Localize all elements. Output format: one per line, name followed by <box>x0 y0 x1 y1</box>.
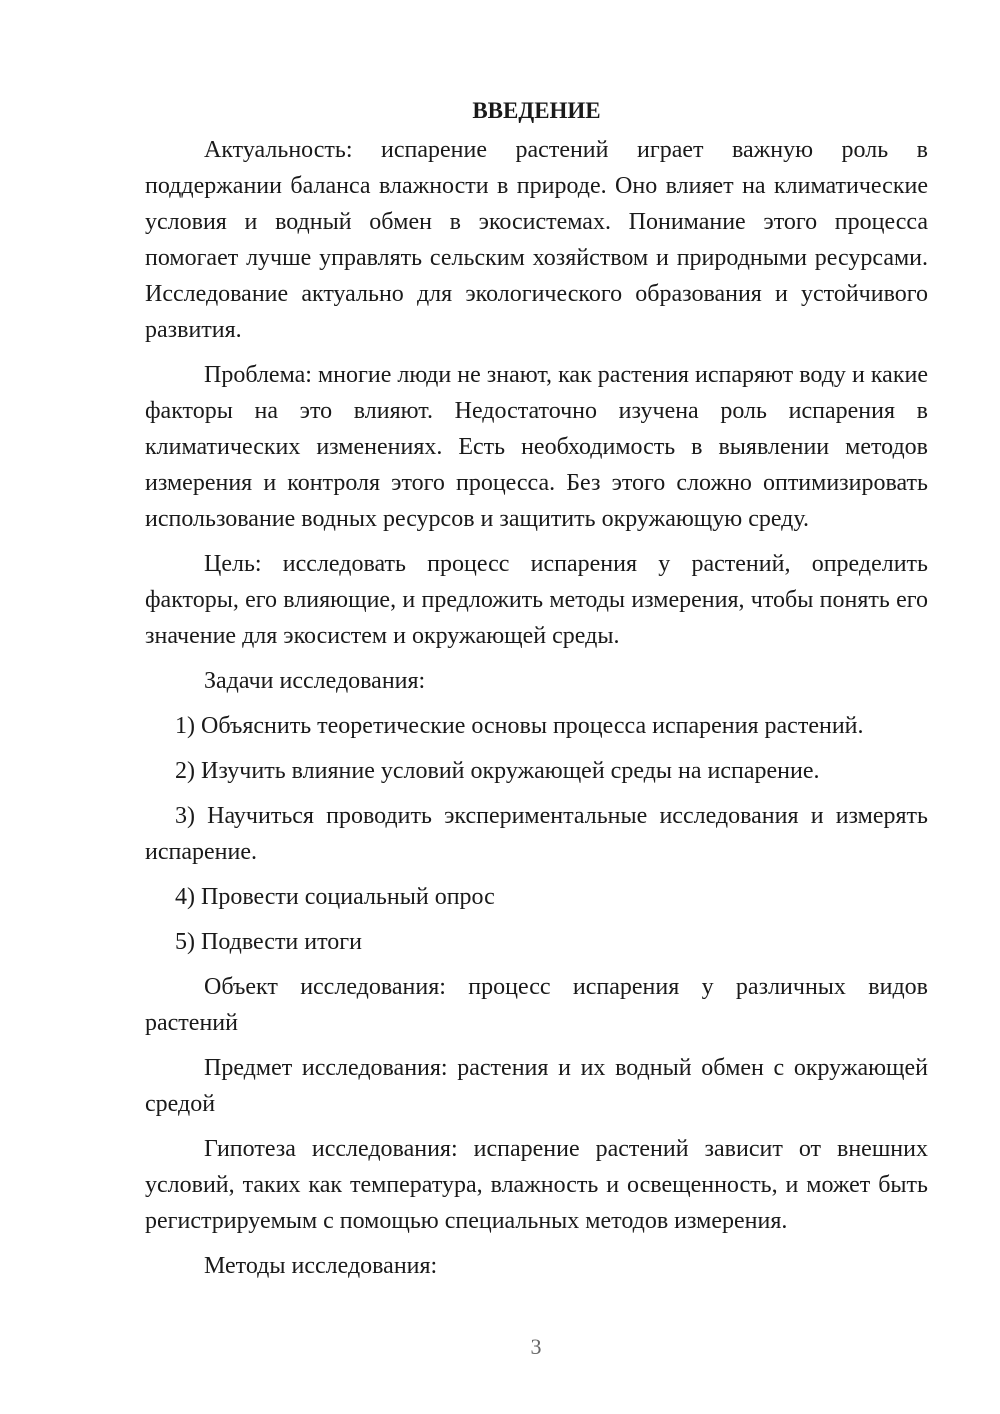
paragraph-relevance: Актуальность: испарение растений играет важную роль в поддержании баланса влажности в природе. Оно влияет на климатические условия и водный обмен в экосистемах. Понимание этого процесса помогает лучше управлять сельским хозяйством и природными ресурсами. Исследование актуально для экологического образования и устойчивого развития. <box>145 137 928 343</box>
paragraph-tasks-heading: Задачи исследования: <box>204 668 426 694</box>
page-number: 3 <box>530 1334 542 1359</box>
section-heading: ВВЕДЕНИЕ <box>472 98 601 123</box>
paragraph-problem: Проблема: многие люди не знают, как растения испаряют воду и какие факторы на это влияют. Недостаточно изучена роль испарения в климатических изменениях. Есть необходимость в выявлении методов измерения и контроля этого процесса. Без этого сложно оптимизировать использование водных ресурсов и защитить окружающую среду. <box>145 362 928 532</box>
task-item-5: 5) Подвести итоги <box>175 929 362 955</box>
task-item-3: 3) Научиться проводить экспериментальные исследования и измерять испарение. <box>145 803 928 865</box>
paragraph-subject: Предмет исследования: растения и их водный обмен с окружающей средой <box>145 1055 928 1117</box>
paragraph-methods: Методы исследования: <box>204 1253 438 1279</box>
task-item-2: 2) Изучить влияние условий окружающей среды на испарение. <box>175 758 820 784</box>
task-item-1: 1) Объяснить теоретические основы процесса испарения растений. <box>175 713 864 739</box>
paragraph-object: Объект исследования: процесс испарения у различных видов растений <box>145 974 928 1036</box>
paragraph-hypothesis: Гипотеза исследования: испарение растений зависит от внешних условий, таких как температура, влажность и освещенность, и может быть регистрируемым с помощью специальных методов измерения. <box>145 1136 928 1234</box>
task-item-4: 4) Провести социальный опрос <box>175 884 495 910</box>
page-content <box>145 93 928 1293</box>
paragraph-goal: Цель: исследовать процесс испарения у растений, определить факторы, его влияющие, и предложить методы измерения, чтобы понять его значение для экосистем и окружающей среды. <box>145 551 928 649</box>
